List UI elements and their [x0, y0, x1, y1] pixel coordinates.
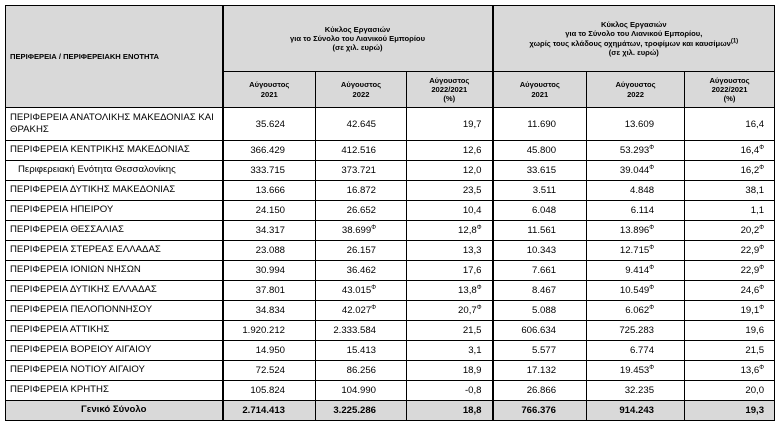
value: 20,2: [740, 225, 760, 236]
value: 10.343: [526, 245, 557, 256]
value: 30.994: [255, 265, 285, 276]
value: 36.462: [346, 265, 376, 276]
header-unit: (%): [723, 94, 736, 104]
value: 43.015: [341, 285, 372, 296]
region-cell: ΠΕΡΙΦΕΡΕΙΑ ΔΥΤΙΚΗΣ ΜΑΚΕΔΟΝΙΑΣ: [6, 181, 223, 201]
value: 11.561: [527, 225, 557, 236]
total-change-cell: [407, 301, 493, 321]
value: 16.872: [346, 185, 376, 196]
region-cell: ΠΕΡΙΦΕΡΕΙΑ ΙΟΝΙΩΝ ΝΗΣΩΝ: [6, 261, 223, 281]
footnote-marker: Φ: [759, 164, 765, 171]
excl-change-cell: [685, 301, 775, 321]
value: 20,0: [745, 385, 765, 396]
footnote-marker: Φ: [759, 364, 765, 371]
table-row: [6, 181, 775, 201]
excl-change-cell: [685, 261, 775, 281]
value: 34.317: [255, 225, 285, 236]
table-row: [6, 108, 775, 141]
excl-aug2022-header: [587, 72, 685, 108]
excl-2021-cell: [493, 281, 587, 301]
total-2022-cell: [316, 108, 407, 141]
footnote-marker: Φ: [649, 284, 655, 291]
value: 33.615: [526, 165, 557, 176]
footnote-marker: Φ: [476, 284, 482, 291]
value: 32.235: [624, 385, 655, 396]
value: 53.293: [619, 145, 650, 156]
total-2021-cell: [223, 261, 316, 281]
value: 19,6: [745, 325, 765, 336]
excl-2021-cell: [493, 161, 587, 181]
excl-change-cell: 19,3: [685, 401, 775, 421]
excl-change-cell: [685, 281, 775, 301]
value: 22,9: [740, 245, 760, 256]
table-body: [6, 108, 775, 421]
value: 12,6: [462, 145, 482, 156]
header-year: 2022: [352, 89, 370, 99]
region-cell: ΠΕΡΙΦΕΡΕΙΑ ΑΤΤΙΚΗΣ: [6, 321, 223, 341]
excl-2022-cell: [587, 181, 685, 201]
footnote-marker: Φ: [371, 304, 376, 311]
total-change-cell: [407, 161, 493, 181]
value: 606.634: [521, 325, 557, 336]
value: 3,1: [468, 345, 482, 356]
value: 26.157: [346, 245, 376, 256]
value: 12,8: [458, 225, 477, 236]
value: 35.624: [255, 118, 285, 130]
value: 19,1: [740, 305, 760, 316]
value: 13,3: [462, 245, 482, 256]
header-year: 2021: [531, 89, 549, 99]
group1-unit: (σε χιλ. ευρώ): [332, 43, 383, 53]
footnote-marker: Φ: [649, 164, 655, 171]
value: 9.414: [625, 265, 650, 276]
footnote-marker: Φ: [759, 304, 765, 311]
total-change-cell: [407, 341, 493, 361]
excl-2021-cell: [493, 241, 587, 261]
value: 13.609: [624, 118, 655, 130]
value: 5.088: [532, 305, 557, 316]
value: 16,4: [740, 145, 760, 156]
table-row: [6, 141, 775, 161]
total-2021-cell: [223, 281, 316, 301]
total-2022-cell: [316, 201, 407, 221]
excl-change-cell: [685, 141, 775, 161]
total-2022-cell: [316, 181, 407, 201]
excl-change-cell: [685, 108, 775, 141]
total-change-cell: [407, 381, 493, 401]
excl-2022-cell: [587, 241, 685, 261]
excl-change-cell: [685, 361, 775, 381]
footnote-marker: Φ: [759, 264, 765, 271]
value: 373.721: [341, 165, 376, 176]
total-retail-group-header: [223, 6, 493, 72]
excl-2022-cell: [587, 201, 685, 221]
excl-2021-cell: [493, 301, 587, 321]
total-2022-cell: [316, 321, 407, 341]
total-2021-cell: [223, 381, 316, 401]
total-2022-cell: [316, 281, 407, 301]
value: 42.027: [341, 305, 372, 316]
value: 12.715: [619, 245, 650, 256]
excl-change-cell: [685, 221, 775, 241]
footnote-marker: Φ: [649, 144, 655, 151]
excl-2021-cell: [493, 321, 587, 341]
total-change-cell: 18,8: [407, 401, 493, 421]
region-cell: ΠΕΡΙΦΕΡΕΙΑ ΔΥΤΙΚΗΣ ΕΛΛΑΔΑΣ: [6, 281, 223, 301]
excl-change-cell: [685, 181, 775, 201]
value: 11.690: [527, 118, 557, 130]
value: 26.866: [526, 385, 557, 396]
group1-subtitle: για το Σύνολο του Λιανικού Εμπορίου: [290, 33, 425, 43]
footnote-marker: Φ: [649, 224, 655, 231]
excl-2021-cell: [493, 381, 587, 401]
table-row: [6, 321, 775, 341]
region-cell: ΠΕΡΙΦΕΡΕΙΑ ΣΤΕΡΕΑΣ ΕΛΛΑΔΑΣ: [6, 241, 223, 261]
table-row: [6, 241, 775, 261]
excl-2022-cell: [587, 381, 685, 401]
value: 23.088: [255, 245, 285, 256]
excl-2022-cell: [587, 261, 685, 281]
value: 366.429: [250, 145, 285, 156]
region-cell: ΠΕΡΙΦΕΡΕΙΑ ΠΕΛΟΠΟΝΝΗΣΟΥ: [6, 301, 223, 321]
total-2022-cell: [316, 381, 407, 401]
region-cell: ΠΕΡΙΦΕΡΕΙΑ ΚΕΝΤΡΙΚΗΣ ΜΑΚΕΔΟΝΙΑΣ: [6, 141, 223, 161]
region-cell: ΠΕΡΙΦΕΡΕΙΑ ΒΟΡΕΙΟΥ ΑΙΓΑΙΟΥ: [6, 341, 223, 361]
table-row: [6, 301, 775, 321]
total-2021-cell: [223, 221, 316, 241]
total-2022-cell: [316, 261, 407, 281]
footnote-marker: Φ: [759, 144, 765, 151]
excl-2022-cell: [587, 221, 685, 241]
region-cell: ΠΕΡΙΦΕΡΕΙΑ ΑΝΑΤΟΛΙΚΗΣ ΜΑΚΕΔΟΝΙΑΣ ΚΑΙ ΘΡΑΚΗΣ: [6, 108, 223, 141]
region-cell: ΠΕΡΙΦΕΡΕΙΑ ΚΡΗΤΗΣ: [6, 381, 223, 401]
header-unit: (%): [443, 94, 456, 104]
total-change-header: [407, 72, 493, 108]
excl-2022-cell: [587, 108, 685, 141]
excl-change-cell: [685, 241, 775, 261]
footnote-marker: Φ: [476, 304, 482, 311]
retail-turnover-table: [5, 5, 775, 421]
value: 26.652: [346, 205, 376, 216]
header-years: 2022/2021: [711, 84, 748, 94]
value: 24,6: [740, 285, 760, 296]
excl-2022-cell: [587, 281, 685, 301]
value: 86.256: [346, 365, 376, 376]
value: 20,7: [458, 305, 477, 316]
total-2022-cell: [316, 301, 407, 321]
value: 19,7: [462, 118, 482, 130]
total-2022-cell: [316, 161, 407, 181]
value: 15.413: [346, 345, 376, 356]
value: 104.990: [341, 385, 376, 396]
excl-change-cell: [685, 201, 775, 221]
value: 16,2: [740, 165, 760, 176]
table-row: [6, 221, 775, 241]
value: 23,5: [462, 185, 482, 196]
region-cell: ΠΕΡΙΦΕΡΕΙΑ ΝΟΤΙΟΥ ΑΙΓΑΙΟΥ: [6, 361, 223, 381]
total-2021-cell: [223, 181, 316, 201]
footnote-marker: Φ: [649, 264, 655, 271]
value: -0,8: [464, 385, 482, 396]
excl-2021-cell: [493, 221, 587, 241]
value: 3.511: [532, 185, 557, 196]
excl-2021-cell: [493, 201, 587, 221]
table-row: [6, 281, 775, 301]
header-month: Αύγουστος: [615, 80, 656, 90]
total-2021-cell: [223, 361, 316, 381]
excl-2022-cell: [587, 141, 685, 161]
value: 7.661: [532, 265, 557, 276]
value: 39.044: [619, 165, 650, 176]
footnote-marker: Φ: [649, 304, 655, 311]
value: 21,5: [462, 325, 482, 336]
total-2021-cell: [223, 201, 316, 221]
header-year: 2021: [260, 89, 278, 99]
excl-2021-cell: [493, 181, 587, 201]
value: 37.801: [255, 285, 285, 296]
table-header: [6, 6, 775, 108]
total-aug2021-header: [223, 72, 316, 108]
value: 45.800: [526, 145, 557, 156]
excl-2021-cell: [493, 361, 587, 381]
total-change-cell: [407, 201, 493, 221]
group1-title: Κύκλος Εργασιών: [324, 24, 391, 34]
group2-scope-text: χωρίς τους κλάδους οχημάτων, τροφίμων και καυσίμων: [529, 38, 731, 48]
total-2022-cell: 3.225.286: [316, 401, 407, 421]
total-change-cell: [407, 361, 493, 381]
value: 22,9: [740, 265, 760, 276]
table-row: [6, 161, 775, 181]
excl-2021-cell: 766.376: [493, 401, 587, 421]
header-years: 2022/2021: [431, 84, 468, 94]
value: 13,6: [740, 365, 760, 376]
value: 10.549: [619, 285, 650, 296]
turnover-table-container: [5, 5, 775, 421]
header-month: Αύγουστος: [709, 75, 750, 85]
value: 333.715: [250, 165, 285, 176]
value: 6.114: [630, 205, 655, 216]
value: 1.920.212: [242, 325, 285, 336]
total-2021-cell: [223, 341, 316, 361]
value: 13,8: [458, 285, 477, 296]
total-2021-cell: [223, 321, 316, 341]
value: 8.467: [532, 285, 557, 296]
value: 6.774: [630, 345, 655, 356]
excl-2022-cell: [587, 321, 685, 341]
value: 14.950: [255, 345, 285, 356]
table-row: [6, 381, 775, 401]
table-row: [6, 341, 775, 361]
total-2021-cell: [223, 161, 316, 181]
value: 4.848: [630, 185, 655, 196]
excl-2022-cell: [587, 341, 685, 361]
group2-scope: [498, 39, 771, 48]
total-change-cell: [407, 241, 493, 261]
total-change-cell: [407, 281, 493, 301]
region-cell: ΠΕΡΙΦΕΡΕΙΑ ΗΠΕΙΡΟΥ: [6, 201, 223, 221]
group2-footnote-marker: (1): [730, 37, 739, 44]
value: 21,5: [745, 345, 765, 356]
total-change-cell: [407, 108, 493, 141]
value: 17.132: [526, 365, 557, 376]
header-month: Αύγουστος: [519, 80, 560, 90]
value: 34.834: [255, 305, 285, 316]
total-aug2022-header: [316, 72, 407, 108]
value: 13.896: [619, 225, 650, 236]
value: 18,9: [462, 365, 482, 376]
total-change-cell: [407, 261, 493, 281]
total-2021-cell: [223, 241, 316, 261]
footnote-marker: Φ: [649, 244, 655, 251]
grand-total-label: Γενικό Σύνολο: [6, 401, 223, 421]
excl-change-cell: [685, 321, 775, 341]
grand-total-row: [6, 401, 775, 421]
value: 6.048: [532, 205, 557, 216]
value: 16,4: [745, 118, 765, 130]
excl-2021-cell: [493, 261, 587, 281]
value: 10,4: [462, 205, 482, 216]
footnote-marker: Φ: [371, 224, 376, 231]
total-change-cell: [407, 221, 493, 241]
value: 17,6: [462, 265, 482, 276]
group2-title: Κύκλος Εργασιών: [601, 20, 667, 30]
excl-2021-cell: [493, 341, 587, 361]
footnote-marker: Φ: [759, 284, 765, 291]
table-row: [6, 261, 775, 281]
total-2021-cell: [223, 141, 316, 161]
value: 105.824: [250, 385, 285, 396]
total-2021-cell: [223, 108, 316, 141]
value: 2.333.584: [333, 325, 376, 336]
excl-2021-cell: [493, 141, 587, 161]
region-cell: ΠΕΡΙΦΕΡΕΙΑ ΘΕΣΣΑΛΙΑΣ: [6, 221, 223, 241]
value: 38,1: [745, 185, 765, 196]
total-2021-cell: 2.714.413: [223, 401, 316, 421]
value: 12,0: [462, 165, 482, 176]
header-year: 2022: [627, 89, 644, 99]
header-month: Αύγουστος: [249, 80, 290, 90]
value: 725.283: [619, 325, 655, 336]
value: 6.062: [625, 305, 650, 316]
excl-change-cell: [685, 341, 775, 361]
total-2021-cell: [223, 301, 316, 321]
excl-2021-cell: [493, 108, 587, 141]
footnote-marker: Φ: [759, 244, 765, 251]
total-2022-cell: [316, 141, 407, 161]
excl-2022-cell: [587, 301, 685, 321]
value: 24.150: [255, 205, 285, 216]
value: 5.577: [532, 345, 557, 356]
group2-subtitle: για το Σύνολο του Λιανικού Εμπορίου,: [565, 29, 703, 39]
value: 19.453: [619, 365, 650, 376]
excl-change-cell: [685, 381, 775, 401]
excl-aug2021-header: [493, 72, 587, 108]
footnote-marker: Φ: [649, 364, 655, 371]
group2-unit: (σε χιλ. ευρώ): [608, 47, 659, 57]
value: 72.524: [255, 365, 285, 376]
value: 13.666: [255, 185, 285, 196]
value: 412.516: [341, 145, 376, 156]
value: 42.645: [346, 118, 376, 130]
table-row: [6, 201, 775, 221]
value: 1,1: [750, 205, 765, 216]
total-change-cell: [407, 181, 493, 201]
total-2022-cell: [316, 341, 407, 361]
excl-change-header: [685, 72, 775, 108]
excl-retail-group-header: [493, 6, 775, 72]
region-column-header: ΠΕΡΙΦΕΡΕΙΑ / ΠΕΡΙΦΕΡΕΙΑΚΗ ΕΝΟΤΗΤΑ: [6, 6, 223, 108]
excl-2022-cell: [587, 361, 685, 381]
footnote-marker: Φ: [476, 224, 482, 231]
total-2022-cell: [316, 361, 407, 381]
footnote-marker: Φ: [371, 284, 376, 291]
excl-2022-cell: 914.243: [587, 401, 685, 421]
total-change-cell: [407, 141, 493, 161]
table-row: [6, 361, 775, 381]
value: 38.699: [341, 225, 372, 236]
excl-change-cell: [685, 161, 775, 181]
total-change-cell: [407, 321, 493, 341]
excl-2022-cell: [587, 161, 685, 181]
total-2022-cell: [316, 221, 407, 241]
region-cell: Περιφερειακή Ενότητα Θεσσαλονίκης: [6, 161, 223, 181]
footnote-marker: Φ: [759, 224, 765, 231]
header-month: Αύγουστος: [340, 80, 382, 90]
total-2022-cell: [316, 241, 407, 261]
header-month: Αύγουστος: [429, 75, 470, 85]
